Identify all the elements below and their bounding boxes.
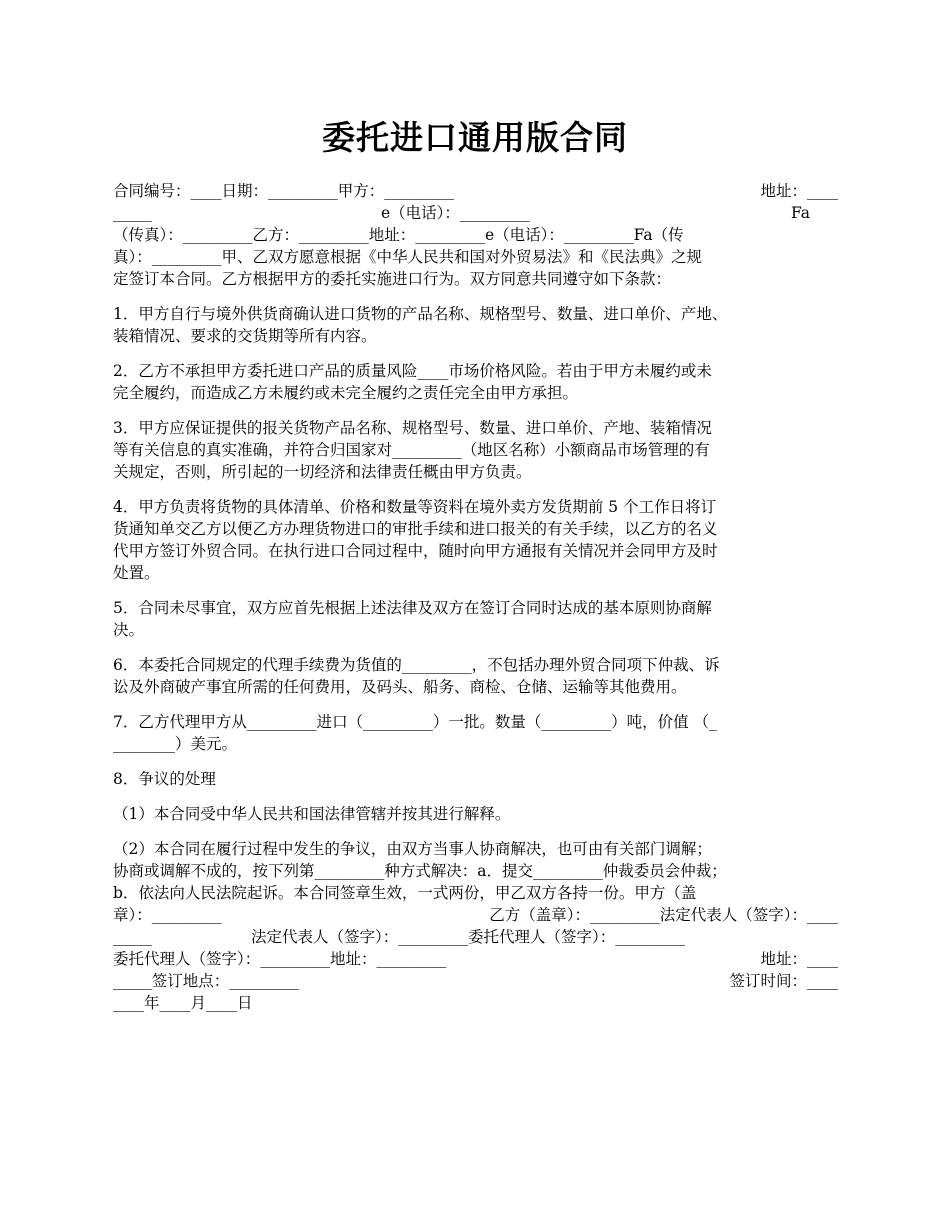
signing-time-field: 签订时间：____ [729,972,838,990]
clause-text: 6．本委托合同规定的代理手续费为货值的_________，不包括办理外贸合同项下仲裁、诉 [113,656,720,674]
header-line-2 [113,202,838,224]
clause-3-line [113,461,838,483]
address-field: 地址：____ [760,182,838,200]
clause-text: 7．乙方代理甲方从_________进口（_________）一批。数量（_________）吨，价值 （_ [113,713,717,731]
clause-text: b．依法向人民法院起诉。本合同签章生效，一式两份，甲乙双方各持一份。甲方（盖 [113,884,697,902]
clause-text: 1．甲方自行与境外供货商确认进口货物的产品名称、规格型号、数量、进口单价、产地、 [113,305,728,323]
clause-3-line [113,417,838,439]
header-text: （传真）：_________乙方：_________地址：_________e（电话）：_________Fa（传 [113,226,684,244]
agent-address-field: 委托代理人（签字）：_________地址：_________ [113,950,447,968]
address-field: 地址：____ [760,950,838,968]
clause-8-2-line [113,838,838,860]
signature-line-5 [113,992,838,1014]
clause-4-line [113,562,838,584]
clause-4-line [113,518,838,540]
partyB-seal-field: 乙方（盖章）：_________法定代表人（签字）：____ [489,906,838,924]
clause-8-1-line [113,803,838,825]
date-field: ____年____月____日 [113,994,253,1012]
header-text: 定签订本合同。乙方根据甲方的委托实施进口行为。双方同意共同遵守如下条款： [113,270,672,288]
signature-line-3 [113,948,838,970]
clause-text: 处置。 [113,564,160,582]
header-line-4 [113,246,838,268]
clause-text: 讼及外商破产事宜所需的任何费用，及码头、船务、商检、仓储、运输等其他费用。 [113,678,687,696]
fax-field: Fa [791,204,810,222]
clause-4-line [113,540,838,562]
clause-4-line [113,496,838,518]
representative-fields: 法定代表人（签字）：_________委托代理人（签字）：_________ [251,928,686,946]
clause-text: 关规定，否则，所引起的一切经济和法律责任概由甲方负责。 [113,463,532,481]
clause-5-line [113,619,838,641]
clause-6-line [113,654,838,676]
clause-text: ________）美元。 [113,735,238,753]
clause-text: 4．甲方负责将货物的具体清单、价格和数量等资料在境外卖方发货期前 5 个工作日将订 [113,498,717,516]
signing-place-field: _____签订地点：_________ [113,972,300,990]
document-body [113,180,838,1014]
clause-6-line [113,676,838,698]
clause-8-2-line [113,882,838,904]
clause-text: 装箱情况、要求的交货期等所有内容。 [113,327,377,345]
clause-2-line [113,382,838,404]
header-text: 真）：_________甲、乙双方愿意根据《中华人民共和国对外贸易法》和《民法典》之规 [113,248,703,266]
clause-7-line [113,711,838,733]
phone-field: e（电话）：_________ [381,204,530,222]
clause-text: 2．乙方不承担甲方委托进口产品的质量风险____市场价格风险。若由于甲方未履约或未 [113,362,712,380]
header-line-3 [113,224,838,246]
clause-text: 货通知单交乙方以便乙方办理货物进口的审批手续和进口报关的有关手续，以乙方的名义 [113,520,718,538]
signature-line-4 [113,970,838,992]
clause-text: 8．争议的处理 [113,770,216,788]
header-line-1 [113,180,838,202]
signature-line-2 [113,926,838,948]
document-title: 委托进口通用版合同 [322,118,628,157]
contract-number-date-partyA: 合同编号：____日期：_________甲方：_________ [113,182,455,200]
clause-text: （1）本合同受中华人民共和国法律管辖并按其进行解释。 [113,805,511,823]
clause-3-line [113,439,838,461]
header-line-5 [113,268,838,290]
partyA-seal-field: 章）：_________ [113,906,222,924]
clause-8-2-line [113,860,838,882]
clause-5-line [113,597,838,619]
clause-1-line [113,325,838,347]
signature-line-1 [113,904,838,926]
clause-text: 代甲方签订外贸合同。在执行进口合同过程中，随时向甲方通报有关情况并会同甲方及时 [113,542,718,560]
blank-segment: _____ [113,928,152,946]
clause-text: 等有关信息的真实准确，并符合归国家对_________（地区名称）小额商品市场管理的有 [113,441,710,459]
clause-text: 决。 [113,621,145,639]
clause-text: （2）本合同在履行过程中发生的争议，由双方当事人协商解决，也可由有关部门调解； [113,840,712,858]
blank-segment: _____ [113,204,152,222]
clause-text: 协商或调解不成的，按下列第_________种方式解决：a．提交_________仲裁委员会仲裁； [113,862,727,880]
clause-1-line [113,303,838,325]
clause-2-line [113,360,838,382]
clause-text: 5．合同未尽事宜，双方应首先根据上述法律及双方在签订合同时达成的基本原则协商解 [113,599,712,617]
clause-text: 3．甲方应保证提供的报关货物产品名称、规格型号、数量、进口单价、产地、装箱情况 [113,419,712,437]
clause-text: 完全履约，而造成乙方未履约或未完全履约之责任完全由甲方承担。 [113,384,579,402]
clause-7-line [113,733,838,755]
clause-8-heading [113,768,838,790]
